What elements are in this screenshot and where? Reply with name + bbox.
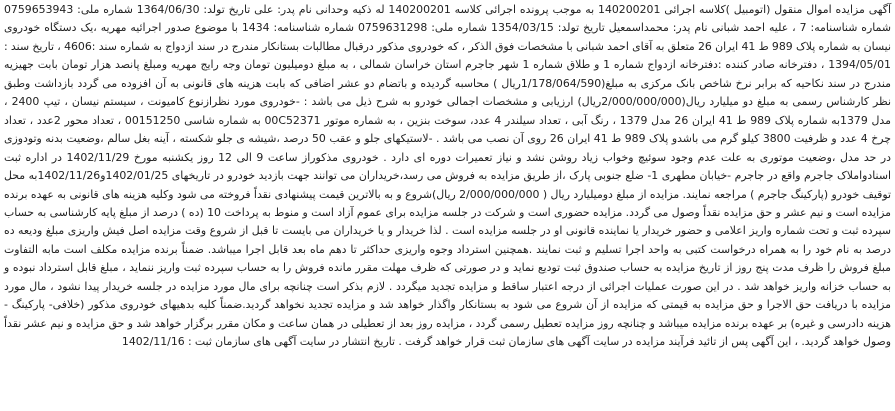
auction-notice-text: آگهی مزایده اموال منقول (اتومبیل )کلاسه اجرائی 140200201 به موجب پرونده اجرائی کلاسه 140200201 له ذکیه وحدانی نام پدر: علی تاریخ تولد: 1364/06/30 شماره ملی: 0759653943 شماره شناسنامه: 7 ، علیه احمد شبانی نام پدر: محمداسمعیل تاریخ تولد: 1354/03/15 شماره ملی: 0759631298 شماره شناسنامه: 1434 با موضوع صدور اجرائیه مهریه ،یک دستگاه خودروی نیسان به شماره پلاک 989 ط 41 ایران 26 متعلق به آقای احمد شبانی با مشخصات فوق الذکر ، که خودروی مذکور درقبال مطالبات بستانکار مندرج در سند ازدواج به شماره سند :4606 ، تاریخ سند : 1394/05/01 ، دفترخانه صادر کننده :دفترخانه ازدواج شماره 1 و طلاق شماره 1 شهر جاجرم استان خراسان شمالی ، به مبلغ دومیلیون تومان وجه رایج مهریه ومبلغ پانصد هزار تومان بابت جهیزیه مندرج در سند نکاحیه که برابر نرخ شاخص بانک مرکزی به مبلغ(1/178/064/590ریال ) محاسبه گردیده و باتضام دو عشر اضافی که بابت هزینه های قانونی به آن افزوده می گردد بازداشت وطبق نظر کارشناس رسمی به مبلغ دو میلیارد ریال(2/000/000/000ریال) ارزیابی و مشخصات اجمالی خودرو به شرح ذیل می باشد : -خودروی مورد نظرازنوع کامیونت ، سیستم نیسان ، تیپ 2400 ، مدل 1379به شماره پلاک 989 ط 41 ایران 26 مدل 1379 ، رنگ آبی ، تعداد سیلندر 4 عدد، سوخت بنزین ، به شماره موتور 00C52371 به شماره شاسی 00151250 ، تعداد محور 2عدد ، تعداد چرخ 4 عدد و ظرفیت 3800 کیلو گرم می باشدو پلاک 989 ط 41 ایران 26 روی آن نصب می باشد . -لاستیکهای جلو و عقب 50 درصد ،شیشه ی جلو شکسته ، آینه بغل سالم ،وضعیت بدنه وتودوزی در حد مدل ،وضعیت موتوری به علت عدم وجود سوئیچ وخواب زیاد روشن نشد و نیاز تعمیرات دوره ای دارد . خودروی مذکوراز ساعت 9 الی 12 روز یکشنبه مورخ 1402/11/29 در اداره ثبت اسنادواملاک جاجرم واقع در جاجرم -خیابان مطهری 1- ضلع جنوبی پارک ،از طریق مزایده به فروش می رسد،خریداران می توانند جهت بازدید خودرو در تاریخهای 1402/01/25و1402/11/26به محل توقیف خودرو (پارکینگ جاجرم ) مراجعه نمایند. مزایده از مبلغ دومیلیارد ریال ( 2/000/000/000 ریال)شروع و به بالاترین قیمت پیشنهادی نقداً فروخته می شود وکلیه هزینه های قانونی به عهده برنده مزایده است و نیم عشر و حق مزایده نقداً وصول می گردد. مزایده حضوری است و شرکت در جلسه مزایده برای عموم آزاد است و منوط به پرداخت 10 (ده ) درصد از مبلغ پایه کارشناسی به حساب سپرده ثبت و تحت شماره واریز اعلامی و حضور خریدار یا نماینده قانونی او در جلسه مزایده است . لذا خریدار و یا خریداران می بایست تا قبل از شروع وقت مزایده اصل فیش واریزی مبلغ ودیعه ده درصد به نام خود را به همراه درخواست کتبی به واحد اجرا تسلیم و ثبت نمایند .همچنین استرداد وجوه واریزی حداکثر تا دهم ماه بعد قابل اجرا میباشد. ضمناً برنده مزایده مکلف است مابه التفاوت مبلغ فروش را ظرف مدت پنج روز از تاریخ مزایده به حساب صندوق ثبت تودیع نماید و در صورتی که ظرف مهلت مقرر مانده فروش را به حساب سپرده ثبت واریز ننماید ، مبلغ قابل استرداد نبوده و به حساب خزانه واریز خواهد شد . در این صورت عملیات اجرائی از درجه اعتبار ساقط و مزایده تجدید میگردد . لازم بذکر است چنانچه برای مال مورد مزایده در جلسه خریدار پیدا نشود ، مال مورد مزایده با دریافت حق الاجرا و حق مزایده به قیمتی که مزایده از آن شروع می شود به بستانکار واگذار خواهد شد و مزایده تجدید نخواهد گردید.ضمناً کلیه بدهیهای خودروی مذکور (خلافی- پارکینگ - هزینه دادرسی و غیره) بر عهده برنده مزایده میباشد و چنانچه روز مزایده تعطیل رسمی گردد ، مزایده روز بعد از تعطیلی در همان ساعت و مکان مقرر برگزار خواهد شد و حق مزایده و نیم عشر نقداً وصول خواهد گردید. ، این آگهی پس از تائید فرآیند مزایده در سایت آگهی های سازمان ثبت قرار خواهد گرفت . تاریخ انتشار در سایت آگهی های سازمان ثبت : 1402/11/16 xyxy=(4,3,892,349)
